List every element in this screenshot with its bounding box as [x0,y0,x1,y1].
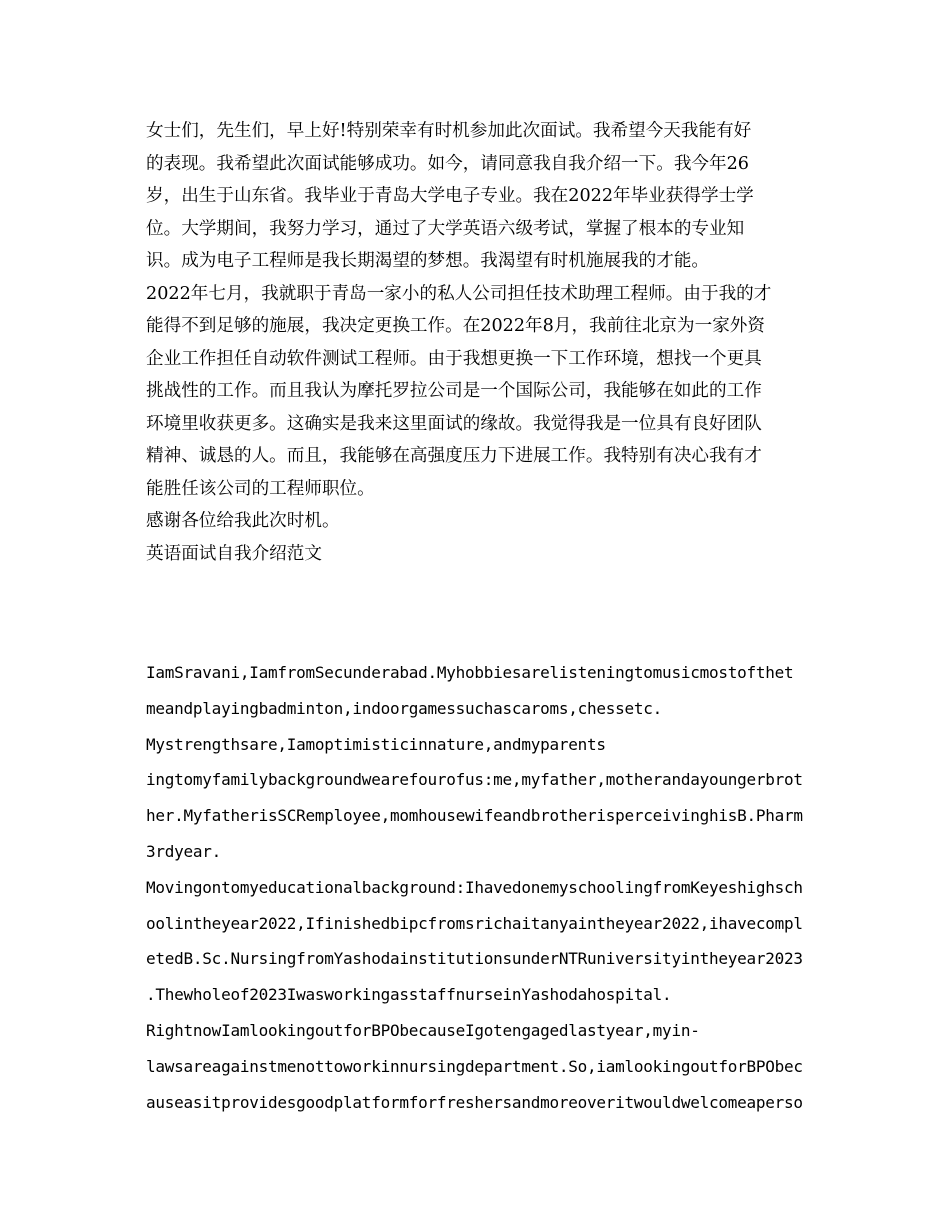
english-line: ingtomyfamilybackgroundwearefourofus:me,myfather,motherandayoungerbrot [146,770,803,790]
closing-line: 感谢各位给我此次时机。 [146,511,340,531]
paragraph-line: 企业工作担任自动软件测试工程师。由于我想更换一下工作环境，想找一个更具 [146,348,762,369]
paragraph-line: 位。大学期间，我努力学习，通过了大学英语六级考试，掌握了根本的专业知 [146,218,745,239]
english-line: oolintheyear2022,Ifinishedbipcfromsrichaitanyaintheyear2022,ihavecompl [146,913,803,933]
english-line: RightnowIamlookingoutforBPObecauseIgotengagedlastyear,myin- [146,1020,700,1040]
english-line: lawsareagainstmenottoworkinnursingdepartment.So,iamlookingoutforBPObec [146,1056,803,1076]
chinese-self-introduction [146,115,806,570]
paragraph-line: 2022年七月，我就职于青岛一家小的私人公司担任技术助理工程师。由于我的才 [146,283,772,304]
english-line: meandplayingbadminton,indoorgamessuchascaroms,chessetc. [146,698,663,718]
paragraph-line: 能得不到足够的施展，我决定更换工作。在2022年8月，我前往北京为一家外资 [146,316,765,336]
section-heading: 英语面试自我介绍范文 [146,543,322,564]
english-line: .Thewholeof2023IwasworkingasstaffnurseinYashodahospital. [146,985,672,1005]
english-line: Movingontomyeducationalbackground:IhavedonemyschoolingfromKeyeshighsch [146,877,803,897]
english-line: her.MyfatherisSCRemployee,momhousewifeandbrotherisperceivinghisB.Pharm [146,806,803,826]
paragraph-line: 挑战性的工作。而且我认为摩托罗拉公司是一个国际公司，我能够在如此的工作 [146,381,762,401]
english-line: Mystrengthsare,Iamoptimisticinnature,andmyparents [146,734,606,754]
paragraph-line: 精神、诚恳的人。而且，我能够在高强度压力下进展工作。我特别有决心我有才 [146,446,762,466]
english-line: IamSravani,IamfromSecunderabad.Myhobbiesarelisteningtomusicmostofthet [146,663,794,682]
paragraph-line: 能胜任该公司的工程师职位。 [146,478,375,499]
english-line: 3rdyear. [146,841,222,861]
paragraph-line: 岁，出生于山东省。我毕业于青岛大学电子专业。我在2022年毕业获得学士学 [146,186,754,206]
english-line: auseasitprovidesgoodplatformforfreshersandmoreoveritwouldwelcomeaperso [146,1092,803,1112]
paragraph-line: 环境里收获更多。这确实是我来这里面试的缘故。我觉得我是一位具有良好团队 [146,413,762,434]
paragraph-line: 的表现。我希望此次面试能够成功。如今，请同意我自我介绍一下。我今年26 [146,153,749,174]
paragraph-line: 女士们，先生们，早上好!特别荣幸有时机参加此次面试。我希望今天我能有好 [146,121,752,141]
english-self-introduction [146,655,806,1120]
english-line: etedB.Sc.NursingfromYashodainstitutionsunderNTRuniversityintheyear2023 [146,949,803,969]
paragraph-line: 识。成为电子工程师是我长期渴望的梦想。我渴望有时机施展我的才能。 [146,251,710,271]
